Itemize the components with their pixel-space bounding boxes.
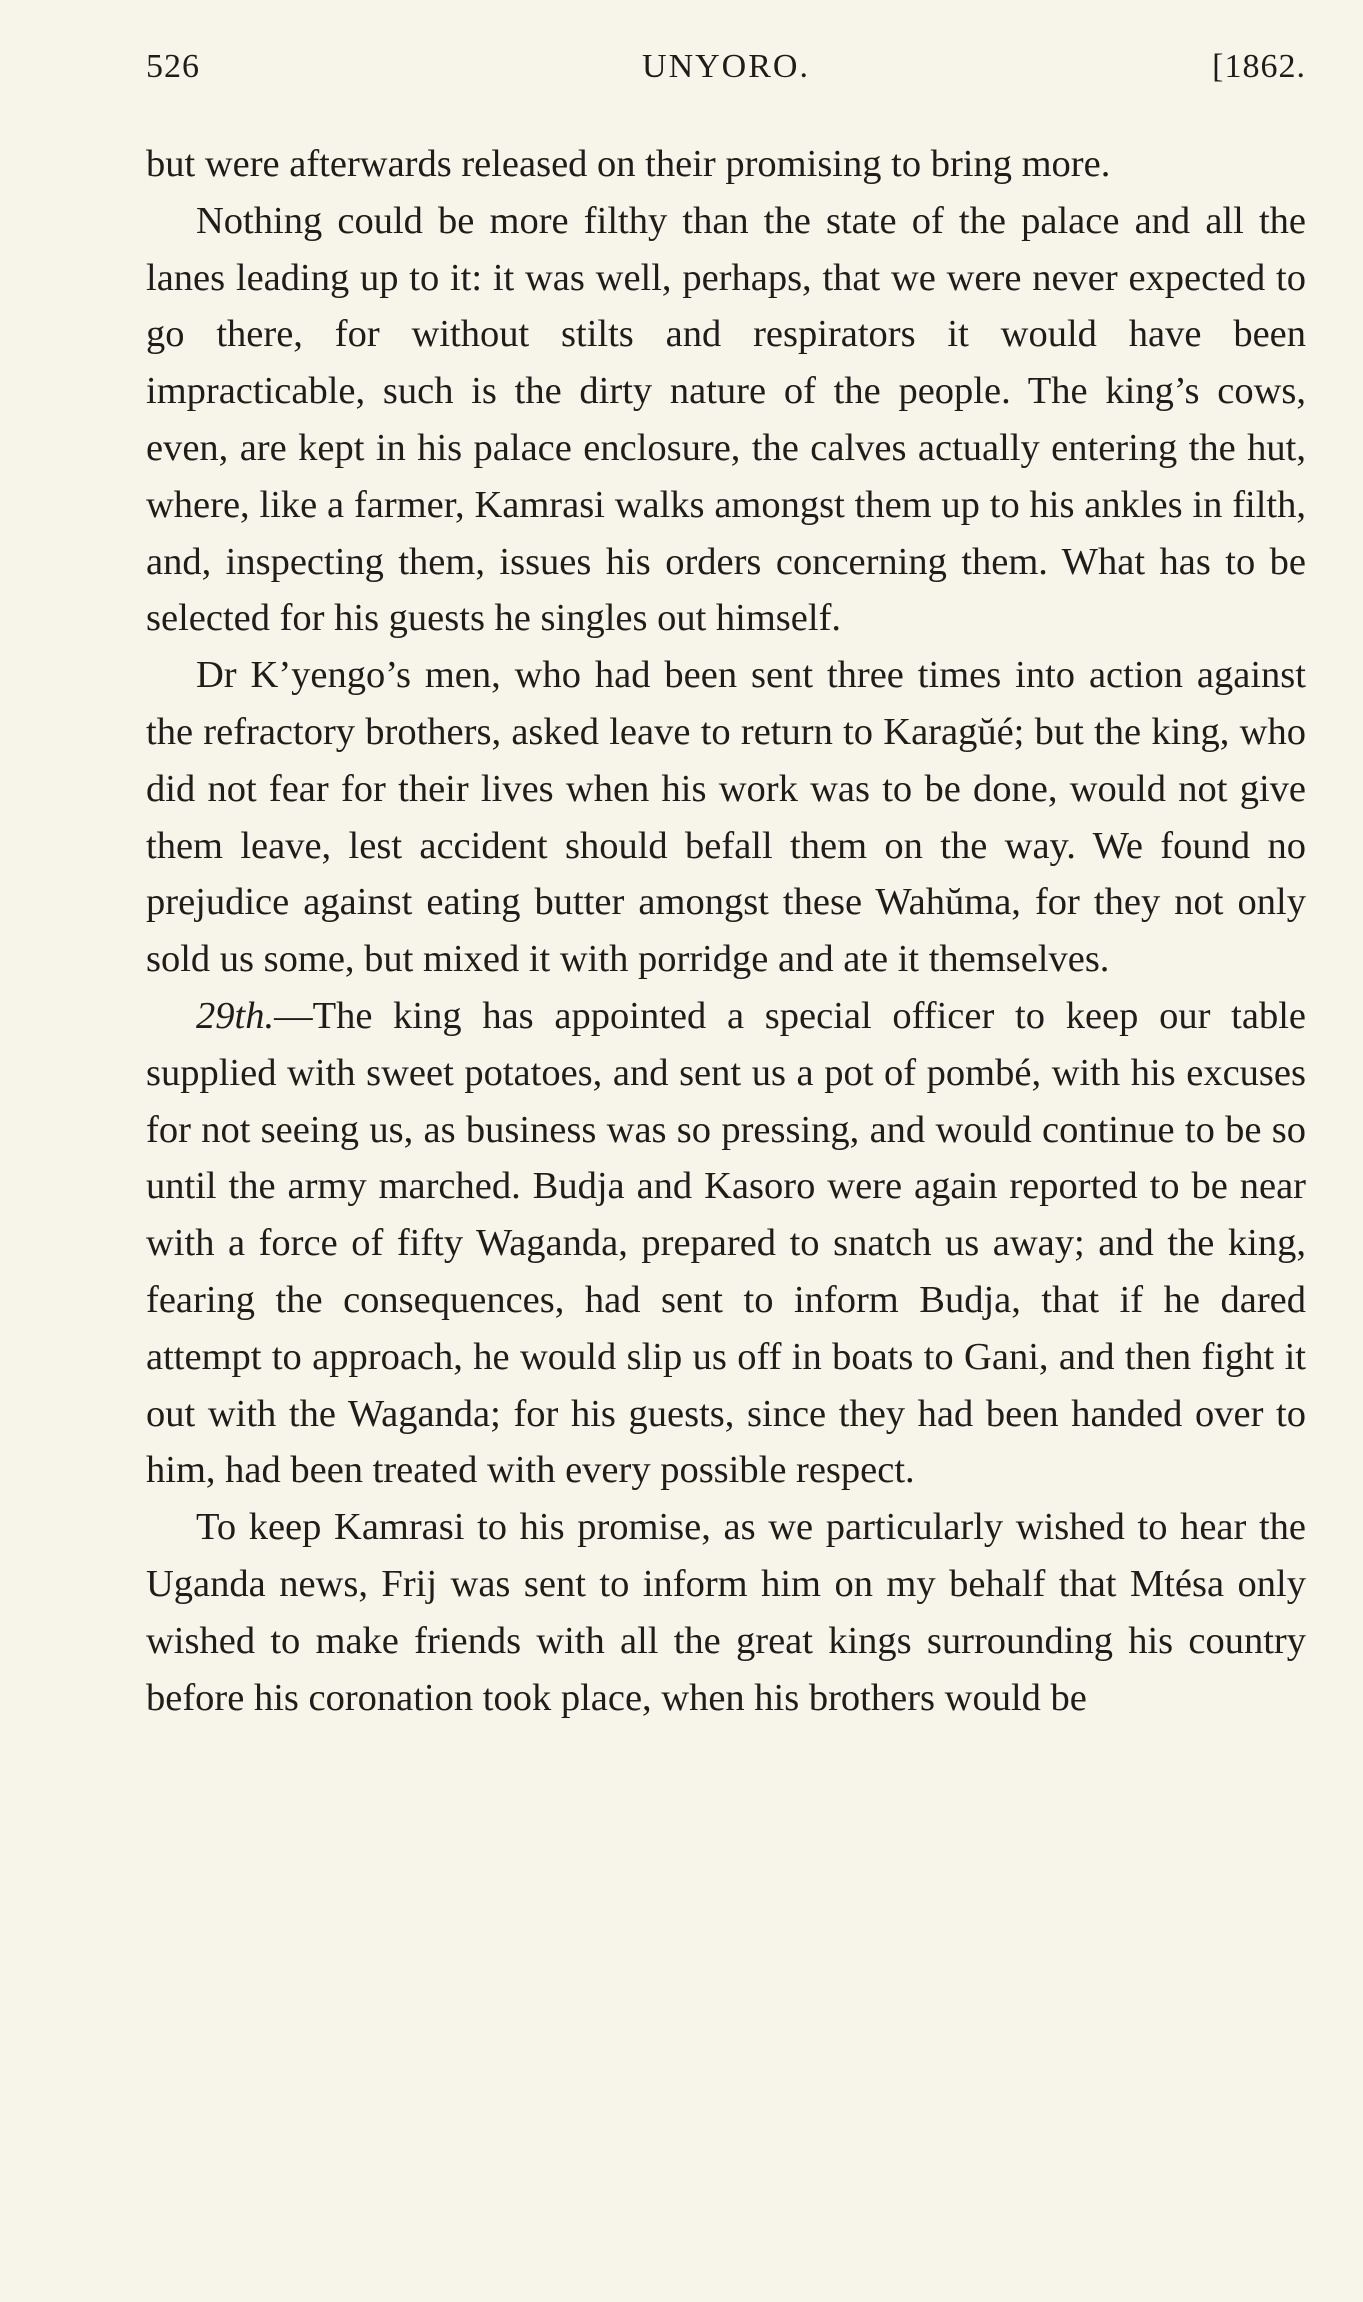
paragraph-3-text: Dr K’yengo’s men, who had been sent three times into action against the refractory brothers, asked leave to return to Karagŭé; but the king, who did not fear for their lives when his work was to be done, would not give them leave, lest accident should befall them on the way. We found no prejudice against eating butter amongst these Wahŭma, for they not only sold us some, but mixed it with porridge and ate it themselves. xyxy=(146,654,1306,981)
paragraph-2 xyxy=(146,193,1306,647)
paragraph-4-text: —The king has appointed a special officer to keep our table supplied with sweet potatoes, and sent us a pot of pombé, with his excuses for not seeing us, as business was so pressing, and would continue to be so until the army marched. Budja and Kasoro were again reported to be near with a force of fifty Waganda, prepared to snatch us away; and the king, fearing the consequences, had sent to inform Budja, that if he dared attempt to approach, he would slip us off in boats to Gani, and then fight it out with the Waganda; for his guests, since they had been handed over to him, had been treated with every possible respect. xyxy=(146,994,1306,1492)
page-number: 526 xyxy=(146,48,200,85)
running-title: UNYORO. xyxy=(642,48,810,85)
paragraph-1-text: but were afterwards released on their promising to bring more. xyxy=(146,143,1111,185)
paragraph-1 xyxy=(146,136,1306,193)
paragraph-2-text: Nothing could be more filthy than the state of the palace and all the lanes leading up to it: it was well, perhaps, that we were never expected to go there, for without stilts and respirators it would have been impracticable, such is the dirty nature of the people. The king’s cows, even, are kept in his palace enclosure, the calves actually entering the hut, where, like a farmer, Kamrasi walks amongst them up to his ankles in filth, and, inspecting them, issues his orders concerning them. What has to be selected for his guests he singles out himself. xyxy=(146,199,1306,640)
paragraph-3 xyxy=(146,647,1306,988)
paragraph-5 xyxy=(146,1499,1306,1726)
running-header xyxy=(146,48,1306,108)
running-year: [1862. xyxy=(1212,48,1306,85)
book-page xyxy=(146,48,1306,1726)
diary-date: 29th. xyxy=(196,994,275,1037)
paragraph-4 xyxy=(146,988,1306,1499)
paragraph-5-text: To keep Kamrasi to his promise, as we particularly wished to hear the Uganda news, Frij was sent to inform him on my behalf that Mtésa only wished to make friends with all the great kings surrounding his country before his coronation took place, when his brothers would be xyxy=(146,1506,1306,1719)
body-text xyxy=(146,136,1306,1726)
